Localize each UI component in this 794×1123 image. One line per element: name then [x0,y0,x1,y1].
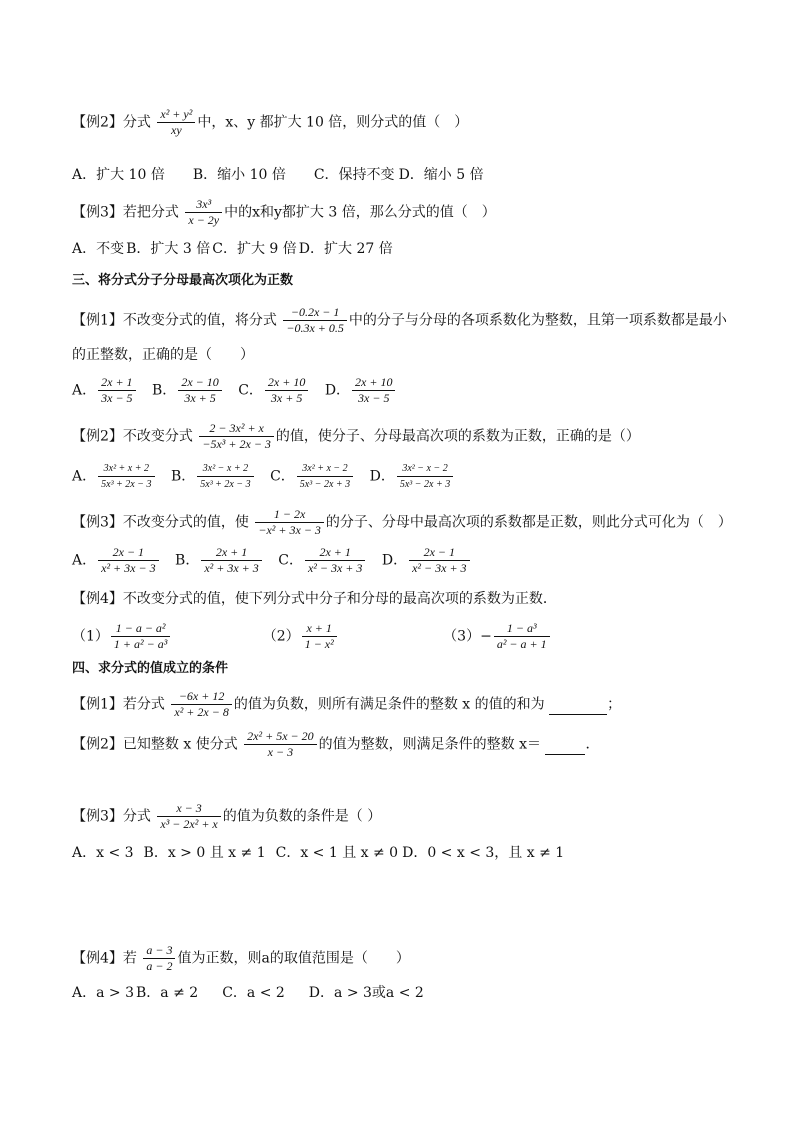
option-a[interactable]: A．扩大 10 倍 [72,167,165,183]
example-tag: 【例3】 [72,808,123,825]
section-heading: 四、求分式的值成立的条件 [72,661,229,676]
option-c[interactable]: C． $\frac{2x + 1}{\text{x² − 3x + 3}}$ [278,546,367,575]
fraction: $\frac{\text{x² + y²}}{xy}$ [157,108,195,137]
s3-ex3-question: 【例3】不改变分式的值，使 $\frac{1 - 2x}{\text{−x² + 3x − 3}}$ 的分子、分母中最高次项的系数都是正数，则此分式可化为（ ） [72,507,732,537]
item-3: （3）− $\frac{\text{1 − a³}}{\text{a² − a + 1}}$ [443,622,551,651]
s3-ex3-options [72,546,482,575]
option-a[interactable]: A． $\frac{2x + 1}{3x - 5}$ [72,376,138,405]
option-d[interactable]: D． $\frac{2x + 10}{3x - 5}$ [325,376,398,405]
example-tag: 【例3】 [72,204,123,221]
s2-ex3-question: 【例3】若把分式 $\frac{\text{3x³}}{x - 2y}$ 中的x和y都扩大 3 倍，那么分式的值（ ） [72,197,496,227]
s3-ex4-items [72,622,562,651]
fraction: $\frac{a - 3}{a - 2}$ [143,944,175,973]
s4-ex3-options [72,844,574,862]
fraction: $\frac{\text{2 − 3x² + x}}{\text{−5x³ + 2x − 3}}$ [199,422,274,451]
example-tag: 【例1】 [72,312,123,329]
s4-ex2-question: 【例2】已知整数 x 使分式 $\frac{\text{2x² + 5x − 20}}{x - 3}$ 的值为整数，则满足条件的整数 x＝ ． [72,729,600,759]
option-a[interactable]: A． $\frac{\text{3x² + x + 2}}{\text{5x³ + 2x − 3}}$ [72,462,157,491]
fraction: $\frac{1 - 2x}{\text{−x² + 3x − 3}}$ [255,508,324,537]
option-a[interactable]: A．x < 3 [72,845,134,861]
option-b[interactable]: B．a ≠ 2 [136,985,199,1001]
item-1: （1） $\frac{\text{1 − a − a²}}{\text{1 + a² − a³}}$ [72,622,172,651]
s3-ex1-line2: 的正整数，正确的是（ ） [72,347,254,363]
fraction: $\frac{-6x + 12}{\text{x² + 2x − 8}}$ [171,690,231,719]
fraction: $\frac{-0.2x - 1}{-0.3x + 0.5}$ [283,306,347,335]
example-tag: 【例2】 [72,736,123,753]
s2-ex2-question: 【例2】分式 $\frac{\text{x² + y²}}{xy}$ 中，x、y 都扩大 10 倍，则分式的值（ ） [72,107,469,137]
option-b[interactable]: B．扩大 3 倍 [126,241,211,257]
answer-blank[interactable] [545,736,585,755]
option-c[interactable]: C． $\frac{\text{3x² + x − 2}}{\text{5x³ − 2x + 3}}$ [270,462,355,491]
option-d[interactable]: D．a > 3或a < 2 [308,985,424,1001]
s4-ex3-question: 【例3】分式 $\frac{x - 3}{\text{x³ − 2x² + x}}$ 的值为负数的条件是（ ） [72,801,382,831]
s2-ex2-options [72,166,494,184]
option-c[interactable]: C．x < 1 且 x ≠ 0 [275,845,399,861]
fraction: $\frac{\text{2x² + 5x − 20}}{x - 3}$ [244,730,316,759]
answer-blank[interactable] [549,696,607,715]
option-a[interactable]: A．a > 3 [72,985,134,1001]
s4-ex4-options [72,984,434,1002]
option-b[interactable]: B． $\frac{2x + 1}{\text{x² + 3x + 3}}$ [175,546,264,575]
example-tag: 【例4】 [72,950,123,967]
example-tag: 【例2】 [72,428,123,445]
option-d[interactable]: D．0 < x < 3，且 x ≠ 1 [402,845,565,861]
option-a[interactable]: A．不变 [72,241,125,257]
option-c[interactable]: C．a < 2 [222,985,285,1001]
example-tag: 【例2】 [72,114,123,131]
s4-ex4-question: 【例4】若 $\frac{a - 3}{a - 2}$ 值为正数，则a的取值范围是（ ） [72,943,410,973]
s3-ex2-question: 【例2】不改变分式 $\frac{\text{2 − 3x² + x}}{\text{−5x³ + 2x − 3}}$ 的值，使分子、分母最高次项的系数为正数，正确的是（） [72,421,640,451]
s3-ex1-question: 【例1】不改变分式的值，将分式 $\frac{-0.2x - 1}{-0.3x + 0.5}$ 中的分子与分母的各项系数化为整数，且第一项系数都是最小 [72,305,727,335]
example-tag: 【例3】 [72,514,123,531]
option-b[interactable]: B．x > 0 且 x ≠ 1 [143,845,266,861]
option-b[interactable]: B． $\frac{2x - 10}{3x + 5}$ [152,376,224,405]
section-heading: 三、将分式分子分母最高次项化为正数 [72,273,294,288]
option-d[interactable]: D．扩大 27 倍 [298,241,393,257]
option-b[interactable]: B． $\frac{\text{3x² − x + 2}}{\text{5x³ + 2x − 3}}$ [171,462,256,491]
option-d[interactable]: D．缩小 5 倍 [398,167,484,183]
fraction: $\frac{x - 3}{\text{x³ − 2x² + x}}$ [157,802,220,831]
item-2: （2） $\frac{x + 1}{\text{1 − x²}}$ [263,622,339,651]
option-d[interactable]: D． $\frac{2x - 1}{\text{x² − 3x + 3}}$ [382,546,472,575]
option-c[interactable]: C．扩大 9 倍 [212,241,297,257]
fraction: $\frac{\text{3x³}}{x - 2y}$ [185,198,222,227]
option-c[interactable]: C．保持不变 [313,167,395,183]
s3-ex2-options [72,462,465,491]
option-a[interactable]: A． $\frac{2x - 1}{\text{x² + 3x − 3}}$ [72,546,161,575]
example-tag: 【例1】 [72,696,123,713]
s3-ex1-options [72,376,407,405]
option-d[interactable]: D． $\frac{\text{3x² − x − 2}}{\text{5x³ − 2x + 3}}$ [370,462,456,491]
option-c[interactable]: C． $\frac{2x + 10}{3x + 5}$ [238,376,310,405]
option-b[interactable]: B．缩小 10 倍 [192,167,286,183]
s2-ex3-options [72,240,403,258]
s4-ex1-question: 【例1】若分式 $\frac{-6x + 12}{\text{x² + 2x − 8}}$ 的值为负数，则所有满足条件的整数 x 的值的和为 ； [72,689,622,719]
example-tag: 【例4】 [72,591,123,607]
s3-ex4-question: 【例4】不改变分式的值，使下列分式中分子和分母的最高次项的系数为正数． [72,591,557,607]
